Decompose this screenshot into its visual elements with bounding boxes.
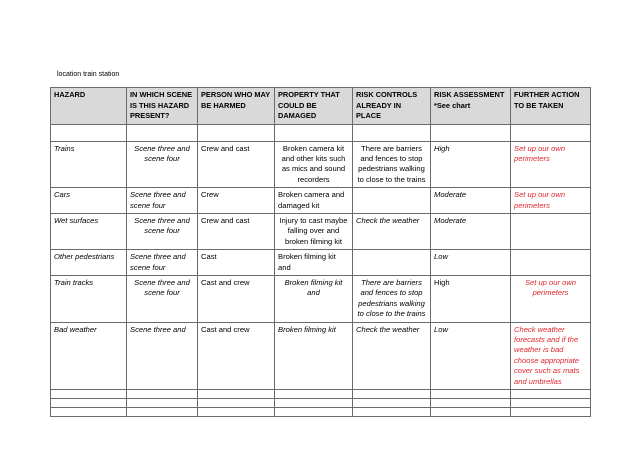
scene-cell: Scene three and scene four: [127, 213, 198, 249]
table-row: [51, 250, 591, 276]
table-row: [51, 141, 591, 188]
risk-controls-cell: [353, 250, 431, 276]
risk-controls-cell: Check the weather: [353, 213, 431, 249]
further-action-cell: [511, 213, 591, 249]
blank-row: [51, 124, 591, 141]
scene-cell: Scene three and scene four: [127, 141, 198, 188]
empty-row: [51, 399, 591, 408]
property-cell: Injury to cast maybe falling over and broken filming kit: [275, 213, 353, 249]
risk-controls-cell: There are barriers and fences to stop pedestrians walking to close to the trains: [353, 141, 431, 188]
empty-row: [51, 390, 591, 399]
hazard-cell: Train tracks: [51, 275, 127, 322]
property-cell: Broken camera kit and other kits such as mics and sound recorders: [275, 141, 353, 188]
scene-cell: Scene three and scene four: [127, 188, 198, 214]
hazard-cell: Trains: [51, 141, 127, 188]
further-action-cell: Set up our own perimeters: [511, 188, 591, 214]
header-further-action: FURTHER ACTION TO BE TAKEN: [511, 88, 591, 125]
person-cell: Crew and cast: [198, 213, 275, 249]
header-row: [51, 88, 591, 125]
hazard-cell: Cars: [51, 188, 127, 214]
header-scene: IN WHICH SCENE IS THIS HAZARD PRESENT?: [127, 88, 198, 125]
further-action-cell: Set up our own perimeters: [511, 275, 591, 322]
further-action-cell: [511, 250, 591, 276]
risk-controls-cell: [353, 188, 431, 214]
table-row: [51, 322, 591, 389]
further-action-cell: Check weather forecasts and if the weather is bad choose appropriate cover such as mats and umbrellas: [511, 322, 591, 389]
hazard-cell: Bad weather: [51, 322, 127, 389]
person-cell: Crew: [198, 188, 275, 214]
scene-cell: Scene three and scene four: [127, 250, 198, 276]
header-hazard: HAZARD: [51, 88, 127, 125]
header-property: PROPERTY THAT COULD BE DAMAGED: [275, 88, 353, 125]
risk-assessment-cell: Low: [431, 250, 511, 276]
risk-assessment-cell: High: [431, 275, 511, 322]
hazard-cell: Other pedestrians: [51, 250, 127, 276]
risk-assessment-cell: Moderate: [431, 188, 511, 214]
property-cell: Broken camera and damaged kit: [275, 188, 353, 214]
risk-controls-cell: Check the weather: [353, 322, 431, 389]
property-cell: Broken filming kit: [275, 322, 353, 389]
table-row: [51, 275, 591, 322]
person-cell: Cast and crew: [198, 322, 275, 389]
risk-controls-cell: There are barriers and fences to stop pedestrians walking to close to the trains: [353, 275, 431, 322]
person-cell: Crew and cast: [198, 141, 275, 188]
header-person: PERSON WHO MAY BE HARMED: [198, 88, 275, 125]
table-row: [51, 188, 591, 214]
table-row: [51, 213, 591, 249]
empty-row: [51, 408, 591, 417]
further-action-cell: Set up our own perimeters: [511, 141, 591, 188]
document-title: location train station: [57, 71, 120, 78]
risk-assessment-cell: High: [431, 141, 511, 188]
scene-cell: Scene three and scene four: [127, 275, 198, 322]
person-cell: Cast and crew: [198, 275, 275, 322]
risk-assessment-table: [50, 87, 591, 417]
header-risk-controls: RISK CONTROLS ALREADY IN PLACE: [353, 88, 431, 125]
scene-cell: Scene three and: [127, 322, 198, 389]
person-cell: Cast: [198, 250, 275, 276]
hazard-cell: Wet surfaces: [51, 213, 127, 249]
property-cell: Broken filming kit and: [275, 275, 353, 322]
risk-assessment-cell: Moderate: [431, 213, 511, 249]
risk-assessment-cell: Low: [431, 322, 511, 389]
header-risk-assessment: RISK ASSESSMENT *See chart: [431, 88, 511, 125]
property-cell: Broken filming kit and: [275, 250, 353, 276]
